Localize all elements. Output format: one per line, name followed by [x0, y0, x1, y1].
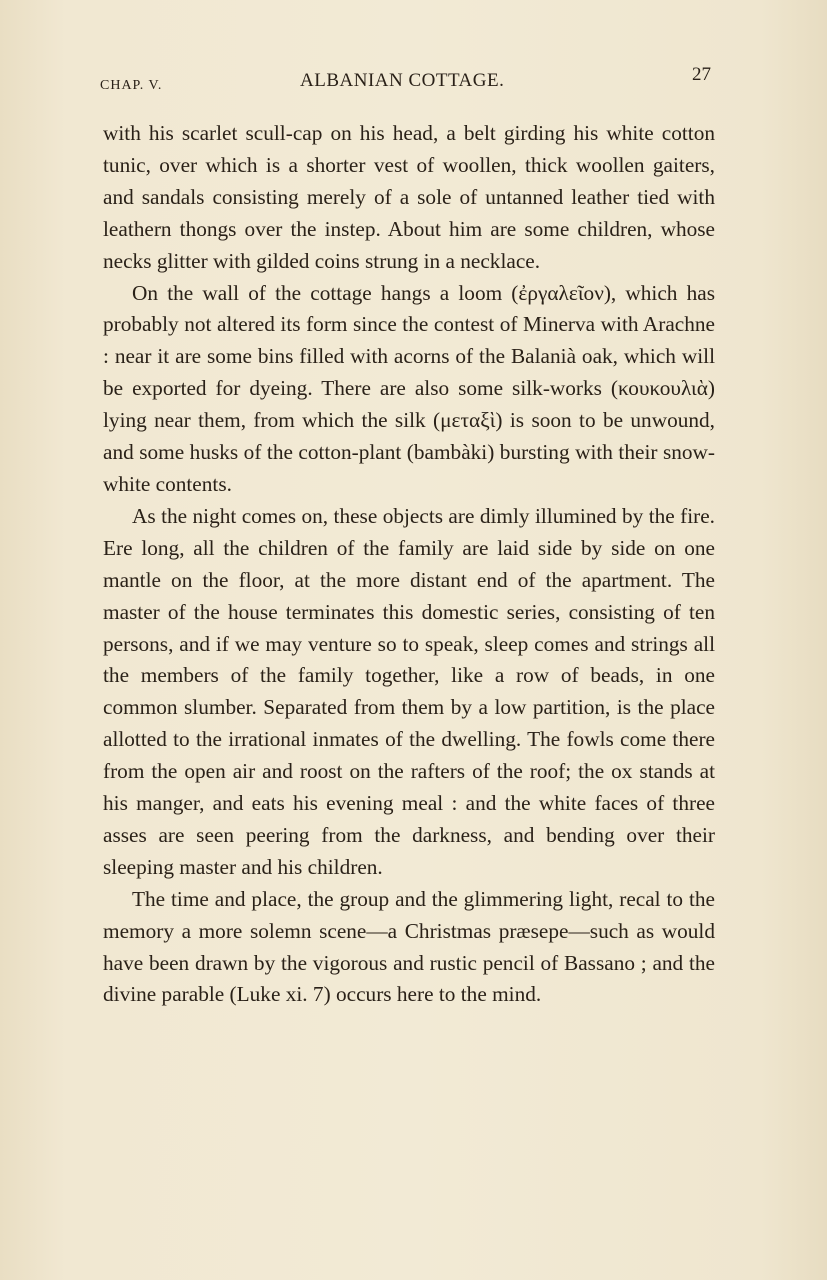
page-number: 27: [692, 64, 711, 85]
paragraph-2: On the wall of the cottage hangs a loom (ἐργαλεῖον), which has probably not altered its form since the contest of Minerva with Arachne : near it are some bins filled with acorns of the Balanià oak, which will be exported for dyeing. There are also some silk-works (κουκουλιὰ) lying near them, from which the silk (μεταξὶ) is soon to be unwound, and some husks of the cotton-plant (bambàki) bursting with their snow-white contents.: [103, 280, 715, 496]
chapter-label: CHAP. V.: [100, 78, 163, 93]
running-title: ALBANIAN COTTAGE.: [300, 70, 505, 91]
body-text: [103, 118, 715, 1011]
paragraph-1: with his scarlet scull-cap on his head, a belt girding his white cotton tunic, over which is a shorter vest of woollen, thick woollen gaiters, and sandals consisting merely of a sole of untanned leather tied with leathern thongs over the instep. About him are some children, whose necks glitter with gilded coins strung in a necklace.: [103, 121, 715, 273]
paragraph-3: As the night comes on, these objects are dimly illumined by the fire. Ere long, all the children of the family are laid side by side on one mantle on the floor, at the more distant end of the apartment. The master of the house terminates this domestic series, consisting of ten persons, and if we may venture so to speak, sleep comes and strings all the members of the family together, like a row of beads, in one common slumber. Separated from them by a low partition, is the place allotted to the irrational inmates of the dwelling. The fowls come there from the open air and roost on the rafters of the roof; the ox stands at his manger, and eats his evening meal : and the white faces of three asses are seen peering from the darkness, and bending over their sleeping master and his children.: [103, 503, 715, 879]
paragraph-4: The time and place, the group and the glimmering light, recal to the memory a more solemn scene—a Christmas præsepe—such as would have been drawn by the vigorous and rustic pencil of Bassano ; and the divine parable (Luke xi. 7) occurs here to the mind.: [103, 886, 715, 1007]
running-header: [100, 62, 715, 98]
